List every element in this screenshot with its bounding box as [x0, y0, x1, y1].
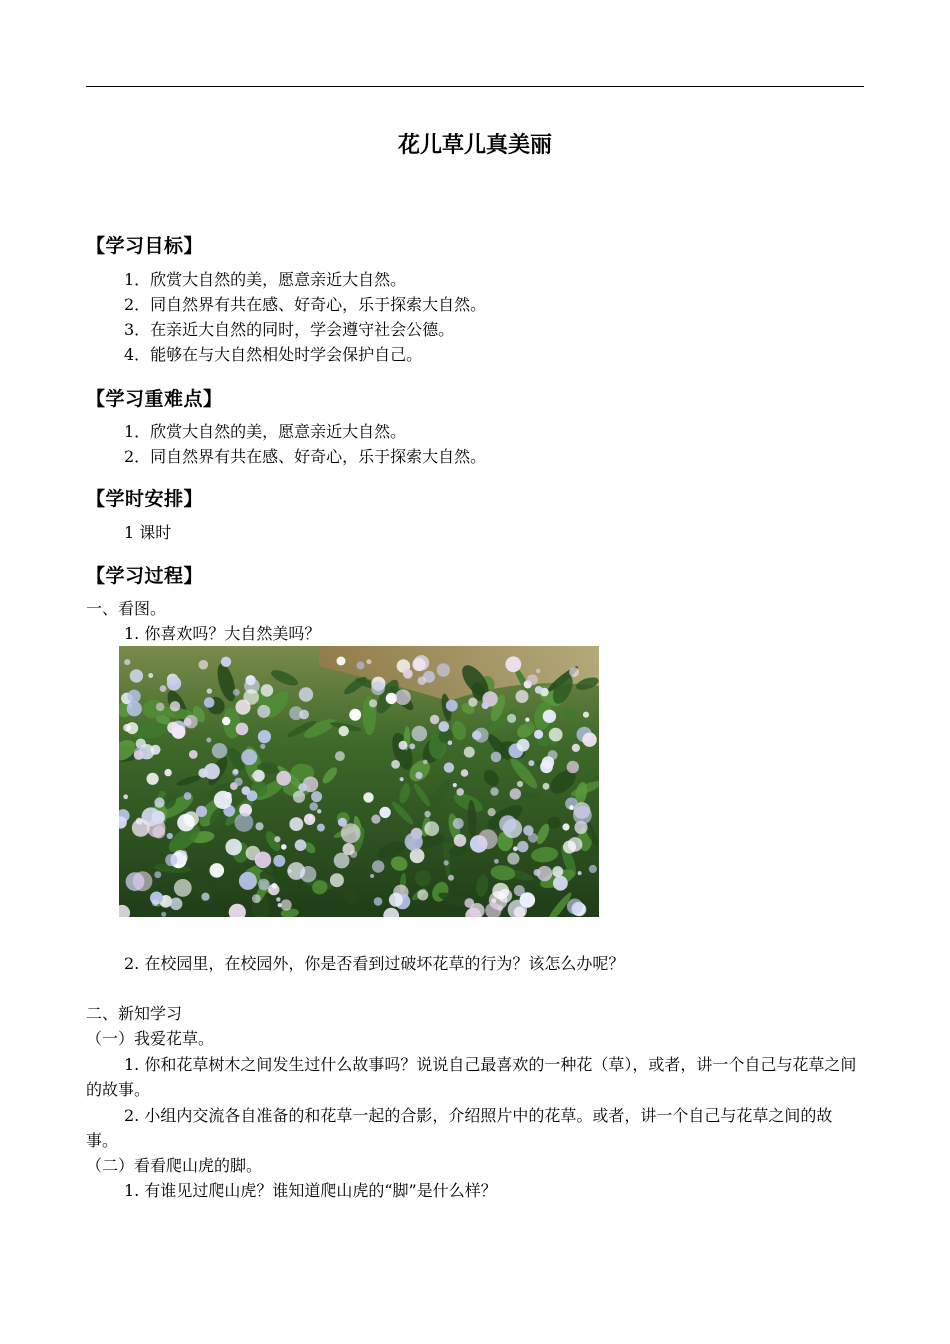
flower-bloom	[299, 710, 309, 720]
flower-bloom	[562, 823, 569, 830]
flower-bloom	[338, 818, 347, 827]
flower-bloom	[298, 783, 307, 792]
section-heading-key-points: 【学习重难点】	[86, 388, 223, 410]
section-heading-goals: 【学习目标】	[86, 235, 204, 257]
flower-bloom	[505, 656, 521, 672]
flower-bloom	[136, 818, 143, 825]
flower-bloom	[542, 756, 554, 768]
flower-bloom	[204, 697, 215, 708]
flower-bloom	[444, 762, 454, 772]
flower-bloom	[543, 783, 550, 790]
flower-bloom	[569, 805, 573, 809]
goal-item: 2．同自然界有共在感、好奇心，乐于探索大自然。	[124, 295, 487, 314]
flower-bloom	[464, 747, 475, 758]
flower-bloom	[412, 658, 425, 671]
flower-bloom	[289, 817, 303, 831]
flower-bloom	[255, 852, 272, 869]
flower-bloom	[225, 792, 232, 799]
question-text: 1. 有谁见过爬山虎？谁知道爬山虎的“脚”是什么样？	[124, 1181, 497, 1200]
flower-bloom	[567, 761, 579, 773]
flower-bloom	[424, 821, 439, 836]
flower-bloom	[154, 871, 161, 878]
flower-bloom	[534, 730, 543, 739]
flower-bloom	[517, 841, 528, 852]
flower-bloom	[507, 853, 519, 865]
flower-bloom	[130, 669, 143, 682]
flower-bloom	[363, 792, 373, 802]
flower-bloom	[453, 783, 457, 787]
flower-bloom	[134, 750, 144, 760]
flower-bloom	[210, 863, 225, 878]
flower-bloom	[371, 681, 385, 695]
flower-bloom	[516, 690, 529, 703]
flower-bloom	[309, 802, 318, 811]
schedule-text: 1 课时	[124, 523, 172, 542]
paragraph: 2. 小组内交流各自准备的和花草一起的合影，介绍照片中的花草。或者，讲一个自己与花草之间的故事。	[86, 1106, 833, 1150]
flower-bloom	[534, 869, 541, 876]
flower-bloom	[127, 701, 142, 716]
flower-bloom	[389, 893, 403, 907]
flower-bloom	[349, 709, 361, 721]
flower-bloom	[167, 676, 181, 690]
flower-bloom	[174, 879, 192, 897]
flower-bloom	[274, 836, 280, 842]
flower-bloom	[148, 673, 153, 678]
flower-bloom	[552, 866, 563, 877]
flower-bloom	[273, 855, 285, 867]
flower-bloom	[133, 871, 153, 891]
flower-bloom	[330, 873, 344, 887]
flower-bloom	[170, 701, 180, 711]
flower-bloom	[242, 786, 251, 795]
flower-bloom	[395, 689, 411, 705]
flower-bloom	[167, 722, 179, 734]
flower-bloom	[257, 705, 270, 718]
flower-bloom	[189, 750, 198, 759]
flower-bloom	[276, 897, 280, 901]
paragraph: 1. 你和花草树木之间发生过什么故事吗？说说自己最喜欢的一种花（草），或者，讲一个自己与花草之间的故事。	[86, 1055, 857, 1099]
flower-bloom	[527, 674, 538, 685]
flower-bloom	[523, 825, 533, 835]
flower-bloom	[374, 897, 383, 906]
flower-bloom	[260, 744, 265, 749]
flower-bloom	[399, 741, 408, 750]
flower-bloom	[287, 862, 305, 880]
flower-bloom	[252, 894, 261, 903]
flower-bloom	[563, 841, 576, 854]
flower-bloom	[461, 769, 469, 777]
flower-bloom	[233, 689, 240, 696]
flower-bloom	[261, 684, 274, 697]
flower-bloom	[271, 883, 277, 889]
flower-bloom	[126, 722, 138, 734]
flower-bloom	[278, 903, 282, 907]
flower-bloom	[372, 860, 384, 872]
flower-bloom	[311, 791, 322, 802]
flower-bloom	[152, 899, 159, 906]
flower-bloom	[234, 778, 242, 786]
question-text: 1. 你喜欢吗？大自然美吗？	[124, 624, 321, 643]
flower-bloom	[482, 702, 489, 709]
goal-item: 3．在亲近大自然的同时，学会遵守社会公德。	[124, 320, 455, 339]
flower-bloom	[448, 875, 454, 881]
question-text: 2. 在校园里，在校园外，你是否看到过破坏花草的行为？该怎么办呢？	[124, 954, 625, 973]
flower-bloom	[258, 879, 270, 891]
flower-bloom	[424, 811, 430, 817]
flower-bloom	[454, 834, 467, 847]
flower-bloom	[490, 787, 498, 795]
flower-bloom	[391, 760, 400, 769]
part-title: 二、新知学习	[86, 1004, 183, 1023]
flower-bloom	[491, 898, 496, 903]
flower-bloom	[468, 698, 477, 707]
flower-bloom	[299, 687, 313, 701]
flower-bloom	[437, 663, 450, 676]
flower-bloom	[156, 703, 165, 712]
flower-bloom	[446, 700, 458, 712]
flower-bloom	[235, 700, 250, 715]
flower-bloom	[147, 773, 159, 785]
flower-bloom	[170, 898, 183, 911]
flower-bloom	[513, 846, 518, 851]
flower-bloom	[164, 769, 171, 776]
goal-item: 1．欣赏大自然的美，愿意亲近大自然。	[124, 270, 407, 289]
flower-bloom	[206, 738, 211, 743]
flower-bloom	[151, 745, 161, 755]
flower-bloom	[128, 690, 141, 703]
flower-bloom	[478, 829, 498, 849]
flower-bloom	[196, 806, 207, 817]
flower-bloom	[569, 667, 579, 677]
flower-bloom	[367, 659, 372, 664]
flowers-photo	[119, 646, 599, 917]
flower-bloom	[412, 726, 428, 742]
flower-bloom	[409, 743, 415, 749]
flower-bloom	[295, 839, 307, 851]
flower-bloom	[251, 773, 256, 778]
flower-bloom	[488, 808, 496, 816]
flower-bloom	[415, 772, 422, 779]
subsection-title: （二）看看爬山虎的脚。	[86, 1156, 263, 1175]
flower-bloom	[543, 710, 556, 723]
flower-bloom	[304, 814, 315, 825]
flower-bloom	[181, 850, 187, 856]
flower-bloom	[573, 806, 592, 825]
key-point-item: 1．欣赏大自然的美，愿意亲近大自然。	[124, 422, 407, 441]
flower-bloom	[525, 718, 529, 722]
part-title: 一、看图。	[86, 599, 167, 618]
flower-bloom	[567, 899, 583, 915]
flower-bloom	[239, 872, 257, 890]
flower-bloom	[124, 659, 130, 665]
flower-bloom	[444, 860, 449, 865]
flower-bloom	[255, 822, 263, 830]
flower-bloom	[335, 751, 345, 761]
flower-bloom	[281, 844, 287, 850]
flower-bloom	[453, 818, 464, 829]
flower-bloom	[165, 854, 177, 866]
flower-bloom	[553, 876, 568, 891]
flower-bloom	[379, 807, 390, 818]
flower-bloom	[430, 715, 439, 724]
flower-bloom	[474, 728, 489, 743]
flower-bloom	[491, 752, 502, 763]
flower-bloom	[236, 723, 249, 736]
flower-bloom	[160, 685, 167, 692]
flower-bloom	[276, 771, 291, 786]
flower-bloom	[207, 688, 212, 693]
flower-bloom	[357, 661, 365, 669]
flower-bloom	[536, 669, 540, 673]
flower-bloom	[400, 777, 404, 781]
flower-bloom	[204, 763, 220, 779]
header-rule	[86, 86, 864, 87]
flower-bloom	[235, 813, 254, 832]
subsection-title: （一）我爱花草。	[86, 1029, 215, 1048]
flower-bloom	[369, 699, 377, 707]
flower-bloom	[154, 797, 164, 807]
flower-bloom	[258, 730, 271, 743]
flower-bloom	[212, 743, 227, 758]
document-title: 花儿草儿真美丽	[397, 133, 552, 158]
flower-bloom	[517, 739, 530, 752]
flower-bloom	[572, 744, 580, 752]
flower-bloom	[161, 912, 166, 917]
section-heading-schedule: 【学时安排】	[86, 488, 204, 510]
flower-bloom	[167, 833, 173, 839]
key-point-item: 2．同自然界有共在感、好奇心，乐于探索大自然。	[124, 447, 487, 466]
flower-bloom	[456, 788, 464, 796]
flower-bloom	[222, 717, 230, 725]
flower-bloom	[494, 859, 499, 864]
flower-bloom	[405, 833, 423, 851]
flower-bloom	[293, 791, 305, 803]
flower-bloom	[123, 794, 128, 799]
goal-item: 4．能够在与大自然相处时学会保护自己。	[124, 345, 423, 364]
flower-bloom	[583, 712, 589, 718]
flower-bloom	[184, 792, 192, 800]
flower-bloom	[417, 890, 428, 901]
flower-bloom	[339, 726, 349, 736]
flower-bloom	[582, 733, 596, 747]
flower-bloom	[448, 741, 453, 746]
flower-bloom	[317, 809, 321, 813]
section-heading-process: 【学习过程】	[86, 565, 204, 587]
flower-bloom	[199, 660, 209, 670]
flower-bloom	[589, 865, 597, 873]
flower-bloom	[423, 760, 428, 765]
flower-bloom	[317, 824, 325, 832]
flower-bloom	[225, 839, 242, 856]
flower-bloom	[464, 898, 474, 908]
flower-bloom	[418, 676, 427, 685]
flower-bloom	[549, 728, 563, 742]
flower-bloom	[201, 893, 209, 901]
flower-bloom	[510, 788, 521, 799]
flower-bloom	[233, 769, 238, 774]
flower-bloom	[184, 718, 192, 726]
flower-bloom	[439, 721, 450, 732]
flower-bloom	[528, 760, 534, 766]
flower-bloom	[221, 657, 231, 667]
flower-bloom	[371, 815, 380, 824]
flower-bloom	[241, 749, 257, 765]
flower-bloom	[535, 686, 543, 694]
flower-bloom	[403, 669, 413, 679]
flower-bloom	[578, 871, 582, 875]
flower-bloom	[370, 874, 374, 878]
flower-bloom	[499, 815, 516, 832]
flower-bloom	[337, 657, 346, 666]
flower-bloom	[281, 899, 292, 910]
flower-bloom	[334, 853, 350, 869]
flower-bloom	[492, 883, 509, 900]
flower-bloom	[517, 781, 523, 787]
flower-bloom	[507, 714, 516, 723]
